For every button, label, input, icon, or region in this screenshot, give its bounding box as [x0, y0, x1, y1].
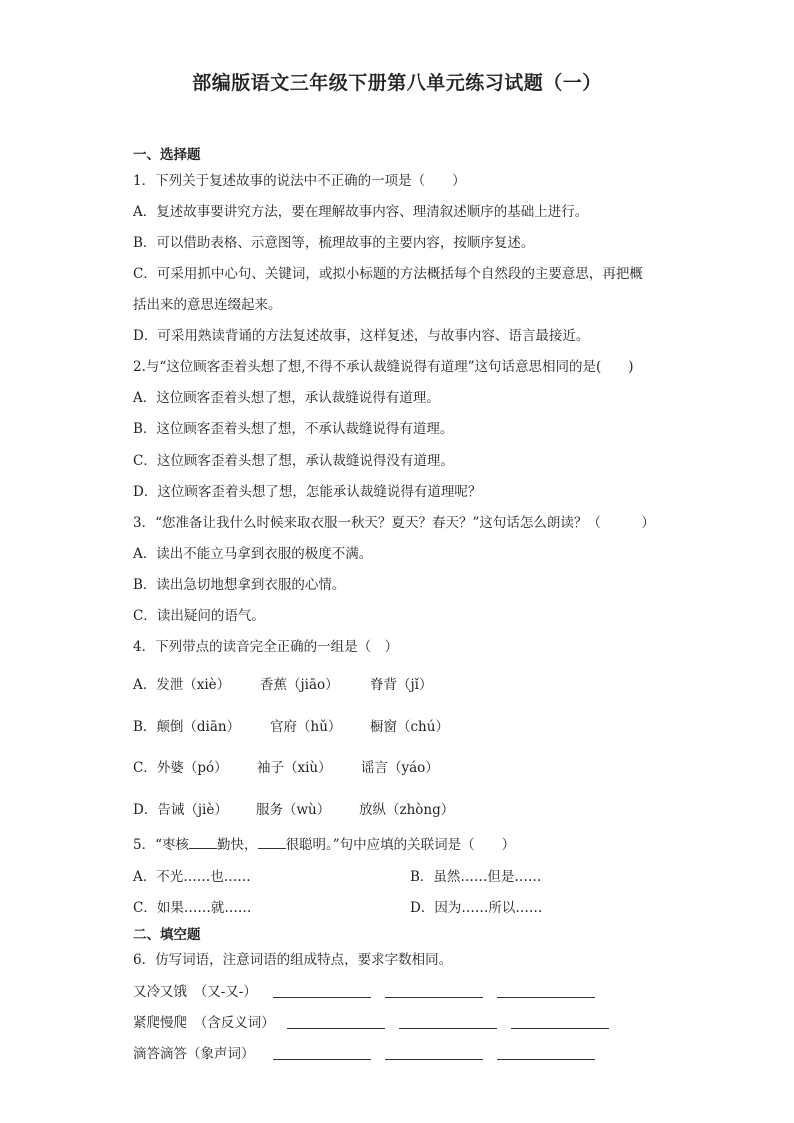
answer-line-1-3[interactable] — [497, 997, 595, 998]
section-heading-choice: 一、选择题 — [133, 147, 201, 163]
page-title: 部编版语文三年级下册第八单元练习试题（一） — [192, 72, 602, 94]
section-heading-fill: 二、填空题 — [133, 927, 201, 943]
question-3-option-a: A．读出不能立马拿到衣服的极度不满。 — [133, 546, 373, 562]
question-5-option-a: A．不光……也…… — [133, 869, 251, 885]
question-1-option-d: D．可采用熟读背诵的方法复述故事，这样复述，与故事内容、语言最接近。 — [133, 328, 590, 344]
answer-line-1-1[interactable] — [273, 997, 371, 998]
question-6-row-2-label: 紧爬慢爬 （含反义词） — [133, 1015, 275, 1031]
question-4-option-d — [133, 801, 454, 819]
question-1-option-c: C．可采用抓中心句、关键词，或拟小标题的方法概括每个自然段的主要意思，再把概 — [133, 266, 643, 282]
answer-line-3-2[interactable] — [385, 1059, 483, 1060]
question-2-option-a: A．这位顾客歪着头想了想，承认裁缝说得有道理。 — [133, 390, 440, 406]
question-2-option-d: D．这位顾客歪着头想了想，怎能承认裁缝说得有道理呢？ — [133, 484, 482, 500]
answer-line-1-2[interactable] — [385, 997, 483, 998]
question-1-option-c-cont: 括出来的意思连缀起来。 — [133, 297, 282, 313]
answer-line-3-1[interactable] — [273, 1059, 371, 1060]
q5-stem-mid: 勤快， — [217, 837, 258, 853]
question-3-option-c: C．读出疑问的语气。 — [133, 608, 265, 624]
question-2-stem: 2.与“这位顾客歪着头想了想,不得不承认裁缝说得有道理”这句话意思相同的是( ) — [133, 359, 634, 375]
option-d-word-3: 放纵（zhòng） — [359, 802, 455, 818]
q5-blank-2[interactable] — [258, 836, 286, 849]
option-b-word-3: 橱窗（chú） — [370, 719, 449, 735]
question-1-option-b: B．可以借助表格、示意图等，梳理故事的主要内容，按顺序复述。 — [133, 235, 535, 251]
question-3-stem: 3．“您准备让我什么时候来取衣服一秋天？夏天？春天？”这句话怎么朗读？（ ） — [133, 515, 655, 531]
question-4-stem: 4．下列带点的读音完全正确的一组是（ ） — [133, 639, 399, 655]
q5-blank-1[interactable] — [189, 836, 217, 849]
question-3-option-b: B．读出急切地想拿到衣服的心情。 — [133, 577, 346, 593]
q5-stem-post: 很聪明。”句中应填的关联词是（ ） — [285, 837, 516, 853]
option-b-word-2: 官府（hǔ） — [270, 719, 342, 735]
option-a-word-3: 脊背（jǐ） — [370, 677, 433, 693]
question-1-stem: 1．下列关于复述故事的说法中不正确的一项是（ ） — [133, 173, 466, 189]
answer-line-2-2[interactable] — [399, 1028, 497, 1029]
question-5-option-b: B．虽然……但是…… — [410, 869, 542, 885]
option-d-word-1: D．告诫（jiè） — [133, 802, 228, 818]
question-2-option-b: B．这位顾客歪着头想了想，不承认裁缝说得有道理。 — [133, 421, 454, 437]
question-5-option-d: D．因为……所以…… — [410, 900, 543, 916]
question-6-row-1-label: 又冷又饿 （又-又-） — [133, 984, 257, 1000]
question-1-option-a: A．复述故事要讲究方法，要在理解故事内容、理清叙述顺序的基础上进行。 — [133, 204, 589, 220]
option-b-word-1: B．颠倒（diān） — [133, 719, 241, 735]
question-6-row-3-label: 滴答滴答（象声词） — [133, 1046, 255, 1062]
q5-stem-pre: 5．“枣核 — [133, 837, 189, 853]
option-d-word-2: 服务（wù） — [256, 802, 331, 818]
question-2-option-c: C．这位顾客歪着头想了想，承认裁缝说得没有道理。 — [133, 453, 454, 469]
option-c-word-1: C．外婆（pó） — [133, 760, 228, 776]
answer-line-2-1[interactable] — [287, 1028, 385, 1029]
option-c-word-3: 谣言（yáo） — [361, 760, 439, 776]
option-a-word-1: A．发泄（xiè） — [133, 677, 231, 693]
answer-line-3-3[interactable] — [497, 1059, 595, 1060]
option-a-word-2: 香蕉（jiāo） — [260, 677, 339, 693]
answer-line-2-3[interactable] — [511, 1028, 609, 1029]
option-c-word-2: 袖子（xiù） — [257, 760, 332, 776]
question-4-option-a — [133, 676, 433, 694]
question-5-stem — [133, 836, 515, 854]
question-4-option-c — [133, 759, 439, 777]
question-4-option-b — [133, 718, 449, 736]
question-5-option-c: C．如果……就…… — [133, 900, 252, 916]
question-6-stem: 6．仿写词语，注意词语的组成特点，要求字数相同。 — [133, 952, 453, 968]
